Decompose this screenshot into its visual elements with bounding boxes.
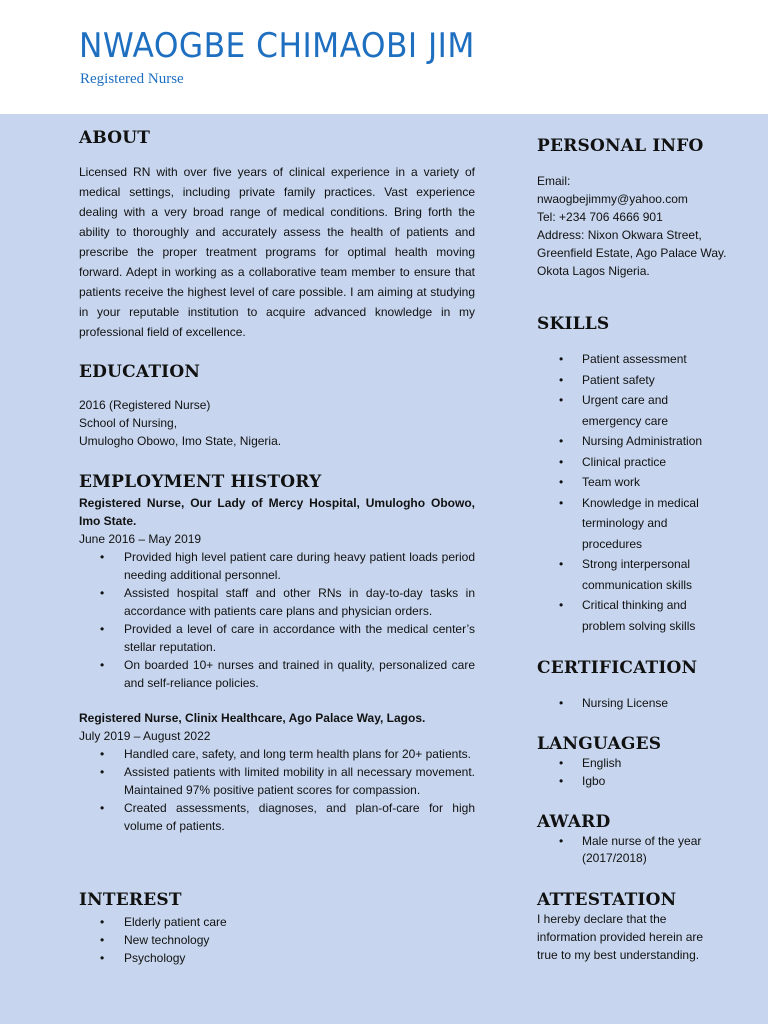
- list-item: • Nursing License: [537, 693, 727, 714]
- attestation-heading: ATTESTATION: [537, 890, 677, 910]
- email-label: Email:: [537, 174, 571, 188]
- interest-list: [79, 913, 475, 967]
- certification-list: [537, 693, 727, 714]
- about-section: [79, 128, 475, 342]
- resume-header: [0, 0, 768, 114]
- job-duties-list: [79, 548, 475, 692]
- list-item: • Nursing Administration: [537, 431, 727, 452]
- candidate-name: NWAOGBE CHIMAOBI JIM: [79, 26, 475, 66]
- languages-heading: LANGUAGES: [537, 734, 662, 754]
- list-item: • Psychology: [79, 949, 475, 967]
- employment-section: [79, 472, 475, 835]
- about-heading: ABOUT: [79, 128, 151, 148]
- education-heading: EDUCATION: [79, 362, 201, 382]
- list-item: • Assisted patients with limited mobility in all necessary movement. Maintained 97% positive patient scores for compassion.: [79, 763, 475, 799]
- list-item: • Igbo: [537, 772, 727, 790]
- languages-list: [537, 754, 727, 790]
- education-line: School of Nursing,: [79, 416, 178, 430]
- award-heading: AWARD: [537, 812, 611, 832]
- education-line: 2016 (Registered Nurse): [79, 398, 211, 412]
- list-item: • Patient assessment: [537, 349, 727, 370]
- list-item: • Team work: [537, 472, 727, 493]
- interest-section: [79, 890, 475, 967]
- award-section: [537, 812, 727, 867]
- job-dates: June 2016 – May 2019: [79, 532, 202, 546]
- list-item: • Male nurse of the year (2017/2018): [537, 833, 727, 867]
- about-text: Licensed RN with over five years of clinical experience in a variety of medical settings, including private family practices. Vast experience dealing with a very broad range of medical conditions. Bring forth the ability to thoroughly and accurately assess the health of patients and prescribe the proper treatment programs for optimal health moving forward. Adept in working as a collaborative team member to ensure that patients receive the highest level of care possible. I am aiming at studying in your reputable institution to acquire advanced knowledge in my professional field of excellence.: [79, 165, 475, 339]
- interest-heading: INTEREST: [79, 890, 182, 910]
- education-line: Umulogho Obowo, Imo State, Nigeria.: [79, 434, 282, 448]
- list-item: • New technology: [79, 931, 475, 949]
- personal-info-heading: PERSONAL INFO: [537, 136, 704, 156]
- job-duties-list: [79, 745, 475, 835]
- list-item: • On boarded 10+ nurses and trained in quality, personalized care and self-reliance policies.: [79, 656, 475, 692]
- attestation-text: I hereby declare that the information provided herein are true to my best understanding.: [537, 912, 704, 962]
- list-item: • Provided a level of care in accordance with the medical center’s stellar reputation.: [79, 620, 475, 656]
- list-item: • Strong interpersonal communication skills: [537, 554, 727, 595]
- candidate-title: Registered Nurse: [80, 71, 184, 87]
- personal-info-section: [537, 136, 727, 280]
- email-value: nwaogbejimmy@yahoo.com: [537, 192, 688, 206]
- education-section: [79, 362, 475, 450]
- skills-list: [537, 349, 727, 636]
- list-item: • Assisted hospital staff and other RNs in day-to-day tasks in accordance with patients care plans and physician orders.: [79, 584, 475, 620]
- skills-section: [537, 314, 727, 636]
- phone-value: Tel: +234 706 4666 901: [537, 210, 663, 224]
- job-dates: July 2019 – August 2022: [79, 729, 211, 743]
- award-list: [537, 833, 727, 867]
- languages-section: [537, 734, 727, 790]
- list-item: • Patient safety: [537, 370, 727, 391]
- address-value: Address: Nixon Okwara Street, Greenfield Estate, Ago Palace Way. Okota Lagos Nigeria.: [537, 228, 727, 278]
- job-role: Registered Nurse, Our Lady of Mercy Hospital, Umulogho Obowo, Imo State.: [79, 496, 475, 528]
- list-item: • Knowledge in medical terminology and procedures: [537, 493, 727, 555]
- list-item: • Handled care, safety, and long term health plans for 20+ patients.: [79, 745, 475, 763]
- list-item: • Clinical practice: [537, 452, 727, 473]
- list-item: • Urgent care and emergency care: [537, 390, 727, 431]
- attestation-section: [537, 890, 727, 964]
- list-item: • English: [537, 754, 727, 772]
- skills-heading: SKILLS: [537, 314, 610, 334]
- list-item: • Created assessments, diagnoses, and plan-of-care for high volume of patients.: [79, 799, 475, 835]
- job-role: Registered Nurse, Clinix Healthcare, Ago Palace Way, Lagos.: [79, 711, 426, 725]
- job-entry: [79, 709, 475, 835]
- certification-section: [537, 658, 727, 714]
- employment-heading: EMPLOYMENT HISTORY: [79, 472, 322, 492]
- list-item: • Elderly patient care: [79, 913, 475, 931]
- certification-heading: CERTIFICATION: [537, 658, 698, 678]
- list-item: • Provided high level patient care during heavy patient loads period needing additional personnel.: [79, 548, 475, 584]
- job-entry: [79, 494, 475, 692]
- list-item: • Critical thinking and problem solving skills: [537, 595, 727, 636]
